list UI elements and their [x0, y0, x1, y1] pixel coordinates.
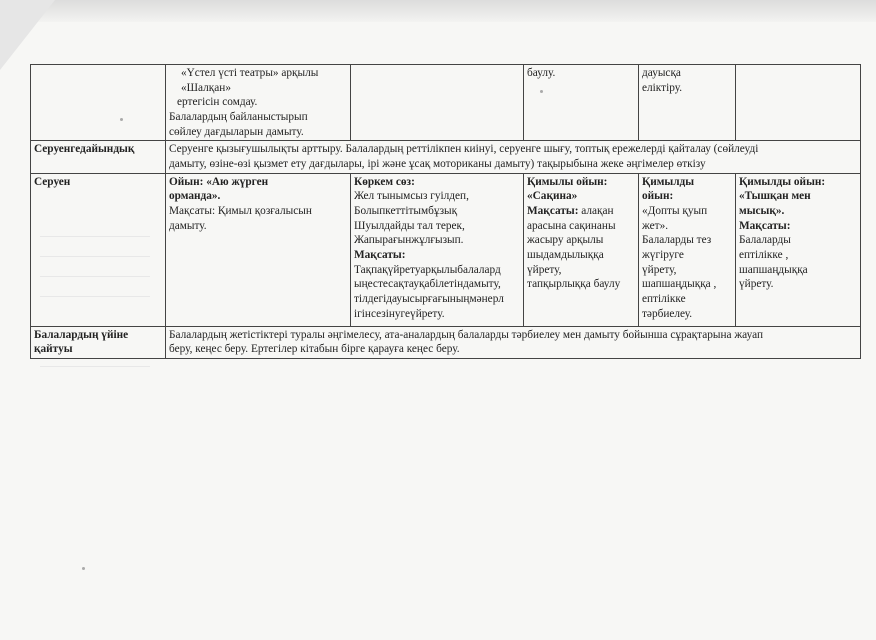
- cell-line: дамыту.: [169, 219, 207, 232]
- top-cell-theatre: [166, 65, 351, 141]
- cell-line: ептілікке: [642, 293, 686, 306]
- cell-line: орманда».: [169, 190, 221, 203]
- top-cell-empty-last: [736, 65, 861, 141]
- cell-line: Балалардың байланыстырып: [169, 111, 308, 124]
- cell-line: ертегісін сомдау.: [177, 96, 258, 109]
- cell-line: үйрету,: [527, 263, 562, 276]
- cell-line: шапшаңдыққа ,: [642, 278, 717, 291]
- cell-line: «Сақина»: [527, 190, 578, 203]
- table-row-top: [31, 65, 861, 141]
- cell-line: үйрету.: [739, 278, 774, 291]
- cell-line: жет».: [642, 219, 669, 232]
- table-row-walk: [31, 173, 861, 326]
- daily-plan-table: [30, 64, 861, 359]
- top-cell-empty: [351, 65, 524, 141]
- cell-line: жасыру арқылы: [527, 234, 604, 247]
- cell-line: «Үстел үсті театры» арқылы: [181, 67, 319, 79]
- cell-line: арасына сақинаны: [527, 219, 616, 232]
- cell-line: «Тышқан мен: [739, 190, 811, 203]
- cell-line: мысық».: [739, 205, 785, 218]
- cell-line: қайтуы: [34, 343, 73, 356]
- bleed-through-line: [40, 366, 150, 367]
- walk-cell-game-ring: [524, 173, 639, 326]
- walk-cell-game-bear: [166, 173, 351, 326]
- cell-line: баулу.: [527, 67, 556, 79]
- cell-line: үйрету,: [642, 263, 677, 276]
- table-row-preparation: [31, 141, 861, 173]
- cell-line: сөйлеу дағдыларын дамыту.: [169, 125, 304, 138]
- cell-line: ептілікке ,: [739, 249, 789, 262]
- walk-cell-game-mouse: [736, 173, 861, 326]
- cell-line: тапқырлыққа баулу: [527, 278, 621, 291]
- cell-line: шыдамдылыққа: [527, 249, 604, 262]
- cell-line: Мақсаты: Қимыл қозғалысын: [169, 205, 312, 218]
- cell-line: Жапырағынжұлғызып.: [354, 234, 464, 247]
- cell-line: Тақпақүйретуарқылыбалалард: [354, 263, 501, 276]
- cell-line: Мақсаты:: [739, 219, 791, 232]
- table-row-return: [31, 326, 861, 358]
- goal-label: Мақсаты:: [527, 205, 579, 218]
- cell-line: Балаларды тез: [642, 234, 712, 247]
- cell-line: Жел тынымсыз гуілдеп,: [354, 190, 469, 203]
- cell-line: ойын:: [642, 190, 674, 203]
- cell-line: тілдегідауысырғағыныңмәнерл: [354, 293, 504, 306]
- row-label-walk: Серуен: [31, 173, 166, 326]
- cell-line: Көркем сөз:: [354, 175, 415, 188]
- cell-line: шапшаңдыққа: [739, 263, 808, 276]
- cell-line: «Шалқан»: [181, 81, 231, 94]
- scan-speck: [82, 567, 85, 570]
- cell-line: Балаларды: [739, 234, 791, 247]
- cell-line: Балалардың үйіне: [34, 328, 129, 341]
- cell-line: Болыпкеттітымбұзық: [354, 205, 458, 218]
- walk-cell-poem: [351, 173, 524, 326]
- top-cell-teach: [524, 65, 639, 141]
- cell-line: дауысқа: [642, 67, 681, 79]
- cell-line: Шуылдайды тал терек,: [354, 219, 465, 232]
- cell-line: Серуенге қызығушылықты арттыру. Балалардың реттілікпен киінуі, серуенге шығу, топтық ережелерді қайталау (сөйлеуді: [169, 143, 759, 156]
- top-empty-label: [31, 65, 166, 141]
- cell-line: Балалардың жетістіктері туралы әңгімелесу, ата-аналардың балаларды тәрбиелеу мен дамыту бойынша сұрақтарына жауап: [169, 328, 764, 341]
- row-label-preparation: Серуенгедайындық: [31, 141, 166, 173]
- cell-line: Қимылды: [642, 175, 695, 188]
- cell-line: [527, 204, 635, 219]
- goal-text: алақан: [578, 205, 614, 218]
- cell-line: Қимылды ойын:: [739, 175, 826, 188]
- top-cell-imitate: [639, 65, 736, 141]
- return-text: [166, 326, 861, 358]
- cell-line: ыңестесақтауқабілетіндамыту,: [354, 278, 501, 291]
- cell-line: тәрбиелеу.: [642, 307, 693, 320]
- preparation-text: [166, 141, 861, 173]
- cell-line: «Допты қуып: [642, 205, 708, 218]
- cell-line: Ойын: «Аю жүрген: [169, 175, 269, 188]
- row-label-return: [31, 326, 166, 358]
- cell-line: Мақсаты:: [354, 249, 406, 262]
- walk-cell-game-ball: [639, 173, 736, 326]
- cell-line: дамыту, өзіне-өзі қызмет ету дағдылары, ірі және ұсақ моториканы дамыту) тақырыбына жеке әңгімелер өткізу: [169, 158, 706, 171]
- cell-line: ігінсезінугеүйрету.: [354, 307, 445, 320]
- scan-top-shadow: [0, 0, 876, 22]
- cell-line: жүгіруге: [642, 249, 684, 262]
- page-fold-corner: [0, 0, 55, 70]
- cell-line: еліктіру.: [642, 81, 683, 94]
- cell-line: беру, кеңес беру. Ертегілер кітабын бірге қарауға кеңес беру.: [169, 343, 460, 356]
- cell-line: Қимылы ойын:: [527, 175, 608, 188]
